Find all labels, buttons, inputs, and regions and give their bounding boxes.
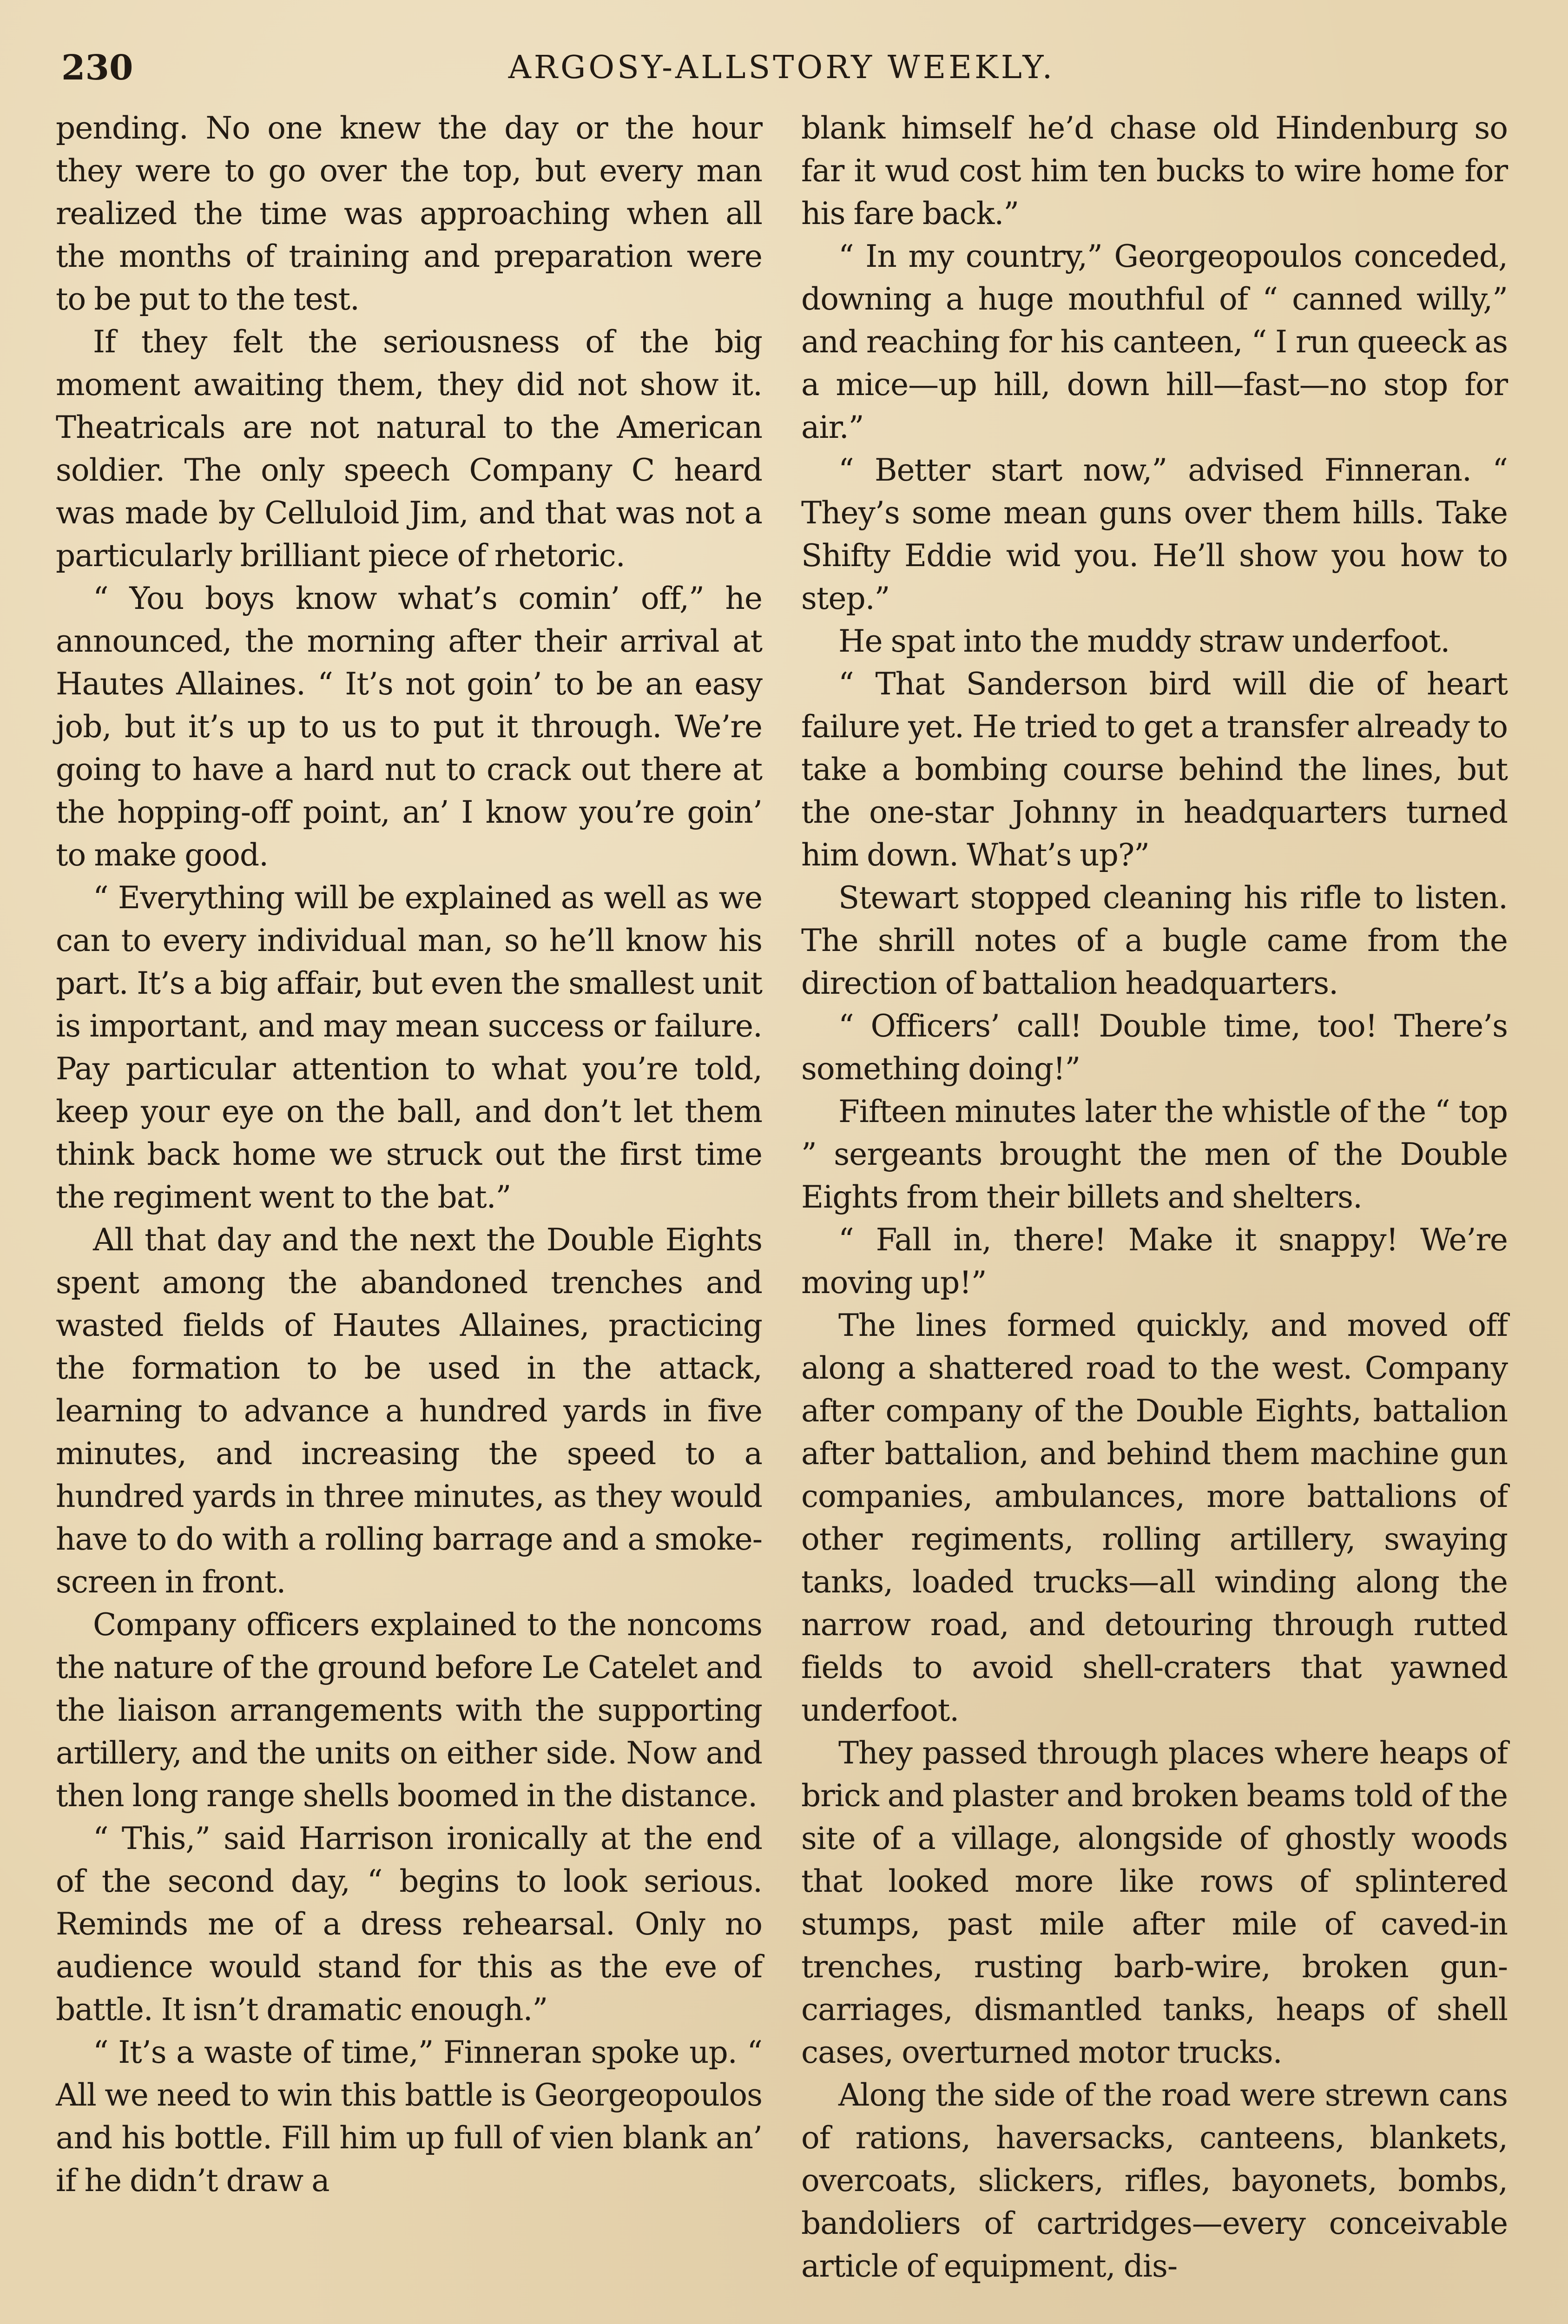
page-header [56, 46, 1508, 89]
paragraph: He spat into the muddy straw underfoot. [838, 623, 1450, 659]
paragraph: Fifteen minutes later the whistle of the “ top ” sergeants brought the men of the Double Eights from their billets and shelters. [801, 1094, 1508, 1215]
paragraph: All that day and the next the Double Eights spent among the abandoned trenches and wasted fields of Hautes Allaines, practicing the formation to be used in the attack, learning to advance a hundred yards in five minutes, and increasing the speed to a hundred yards in three minutes, as they would have to do with a rolling barrage and a smoke-screen in front. [56, 1222, 762, 1600]
paragraph: “ That Sanderson bird will die of heart failure yet. He tried to get a transfer already to take a bombing course behind the lines, but the one-star Johnny in headquarters turned him down. What’s up?” [801, 666, 1508, 873]
paragraph: If they felt the seriousness of the big moment awaiting them, they did not show it. Theatricals are not natural to the American soldier. The only speech Company C heard was made by Celluloid Jim, and that was not a particularly brilliant piece of rhetoric. [56, 324, 762, 574]
left-column [56, 107, 762, 2288]
paragraph: “ You boys know what’s comin’ off,” he announced, the morning after their arrival at Hautes Allaines. “ It’s not goin’ to be an easy job, but it’s up to us to put it through. We’re going to have a hard nut to crack out there at the hopping-off point, an’ I know you’re goin’ to make good. [56, 581, 762, 873]
paragraph: blank himself he’d chase old Hindenburg so far it wud cost him ten bucks to wire home for his fare back.” [801, 110, 1508, 231]
paragraph: “ This,” said Harrison ironically at the end of the second day, “ begins to look serious. Reminds me of a dress rehearsal. Only no audience would stand for this as the eve of battle. It isn’t dramatic enough.” [56, 1821, 762, 2027]
page-number: 230 [61, 48, 133, 88]
paragraph: “ Better start now,” advised Finneran. “ They’s some mean guns over them hills. Take Shifty Eddie wid you. He’ll show you how to step.” [801, 452, 1508, 616]
paragraph: Along the side of the road were strewn cans of rations, haversacks, canteens, blankets, overcoats, slickers, rifles, bayonets, bombs, bandoliers of cartridges—every conceivable article of equipment, dis- [801, 2077, 1508, 2284]
paragraph: “ Officers’ call! Double time, too! There’s something doing!” [801, 1008, 1508, 1087]
paragraph: Stewart stopped cleaning his rifle to listen. The shrill notes of a bugle came from the direction of battalion headquarters. [801, 880, 1508, 1001]
text-columns [56, 107, 1508, 2288]
paragraph: The lines formed quickly, and moved off along a shattered road to the west. Company after company of the Double Eights, battalion after battalion, and behind them machine gun companies, ambulances, more battalions of other regiments, rolling artillery, swaying tanks, loaded trucks—all winding along the narrow road, and detouring through rutted fields to avoid shell-craters that yawned underfoot. [801, 1307, 1508, 1728]
paragraph: “ Everything will be explained as well as we can to every individual man, so he’ll know his part. It’s a big affair, but even the smallest unit is important, and may mean success or failure. Pay particular attention to what you’re told, keep your eye on the ball, and don’t let them think back home we struck out the first time the regiment went to the bat.” [56, 880, 762, 1215]
paragraph: “ In my country,” Georgeopoulos conceded, downing a huge mouthful of “ canned willy,” and reaching for his canteen, “ I run queeck as a mice—up hill, down hill—fast—no stop for air.” [801, 238, 1508, 445]
right-column [801, 107, 1508, 2288]
paragraph: “ It’s a waste of time,” Finneran spoke up. “ All we need to win this battle is Georgeopoulos and his bottle. Fill him up full of vien blank an’ if he didn’t draw a [56, 2034, 762, 2199]
paragraph: They passed through places where heaps of brick and plaster and broken beams told of the site of a village, alongside of ghostly woods that looked more like rows of splintered stumps, past mile after mile of caved-in trenches, rusting barb-wire, broken gun-carriages, dismantled tanks, heaps of shell cases, overturned motor trucks. [801, 1735, 1508, 2070]
paragraph: “ Fall in, there! Make it snappy! We’re moving up!” [801, 1222, 1508, 1301]
paragraph: pending. No one knew the day or the hour they were to go over the top, but every man realized the time was approaching when all the months of training and preparation were to be put to the test. [56, 110, 762, 317]
paragraph: Company officers explained to the noncoms the nature of the ground before Le Catelet and the liaison arrangements with the supporting artillery, and the units on either side. Now and then long range shells boomed in the distance. [56, 1607, 762, 1814]
running-head: ARGOSY-ALLSTORY WEEKLY. [508, 49, 1055, 86]
